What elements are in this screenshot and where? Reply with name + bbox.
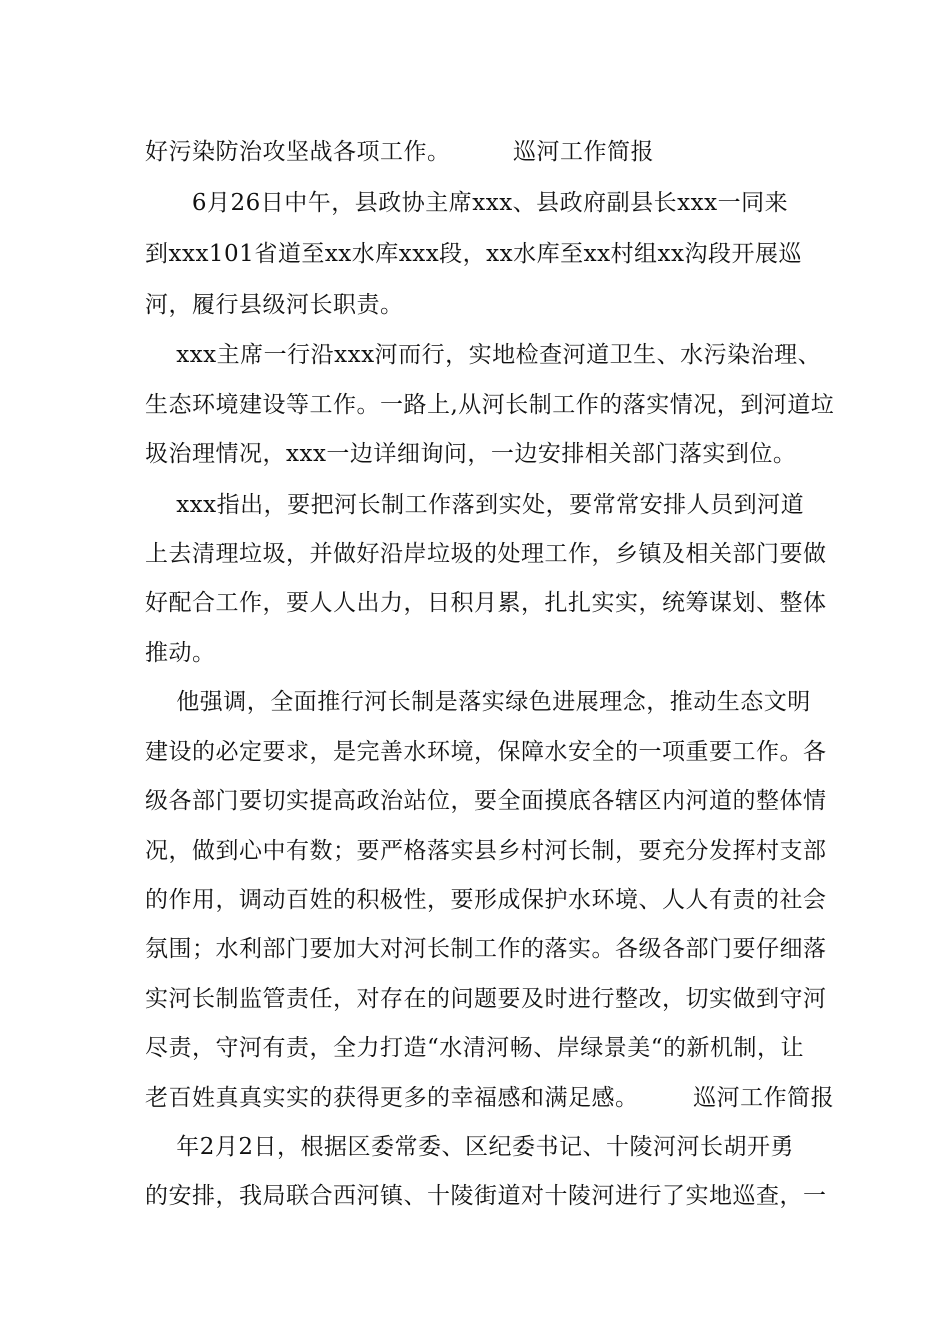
text-line: 建设的必定要求，是完善水环境，保障水安全的一项重要工作。各 xyxy=(145,739,827,765)
text-line: xxx指出，要把河长制工作落到实处，要常常安排人员到河道 xyxy=(145,492,805,518)
text-line: 老百姓真真实实的获得更多的幸福感和满足感。 巡河工作简报 xyxy=(145,1085,835,1111)
text-line: 6月26日中午，县政协主席xxx、县政府副县长xxx一同来 xyxy=(145,190,789,216)
text-line: 上去清理垃圾，并做好沿岸垃圾的处理工作，乡镇及相关部门要做 xyxy=(145,541,827,567)
text-line: 的作用，调动百姓的积极性，要形成保护水环境、人人有责的社会 xyxy=(145,887,827,913)
text-line: 实河长制监管责任，对存在的问题要及时进行整改，切实做到守河 xyxy=(145,986,827,1012)
text-line: 河，履行县级河长职责。 xyxy=(145,292,404,318)
text-line: 好污染防治攻坚战各项工作。 巡河工作简报 xyxy=(145,139,654,165)
text-line: 级各部门要切实提高政治站位，要全面摸底各辖区内河道的整体情 xyxy=(145,788,827,814)
text-line: 氛围；水利部门要加大对河长制工作的落实。各级各部门要仔细落 xyxy=(145,936,827,962)
text-line: 推动。 xyxy=(145,640,216,666)
text-line: 生态环境建设等工作。一路上,从河长制工作的落实情况，到河道垃 xyxy=(145,392,835,418)
text-line: 圾治理情况，xxx一边详细询问，一边安排相关部门落实到位。 xyxy=(145,441,797,467)
text-line: xxx主席一行沿xxx河而行，实地检查河道卫生、水污染治理、 xyxy=(145,342,822,368)
text-line: 年2月2日，根据区委常委、区纪委书记、十陵河河长胡开勇 xyxy=(145,1134,795,1160)
text-line: 况，做到心中有数；要严格落实县乡村河长制，要充分发挥村支部 xyxy=(145,838,827,864)
text-line: 尽责，守河有责，全力打造“水清河畅、岸绿景美“的新机制，让 xyxy=(145,1035,805,1061)
text-line: 到xxx101省道至xx水库xxx段，xx水库至xx村组xx沟段开展巡 xyxy=(145,241,802,267)
text-line: 的安排，我局联合西河镇、十陵街道对十陵河进行了实地巡查，一 xyxy=(145,1183,827,1209)
text-line: 好配合工作，要人人出力，日积月累，扎扎实实，统筹谋划、整体 xyxy=(145,590,827,616)
text-line: 他强调，全面推行河长制是落实绿色进展理念，推动生态文明 xyxy=(145,689,811,715)
